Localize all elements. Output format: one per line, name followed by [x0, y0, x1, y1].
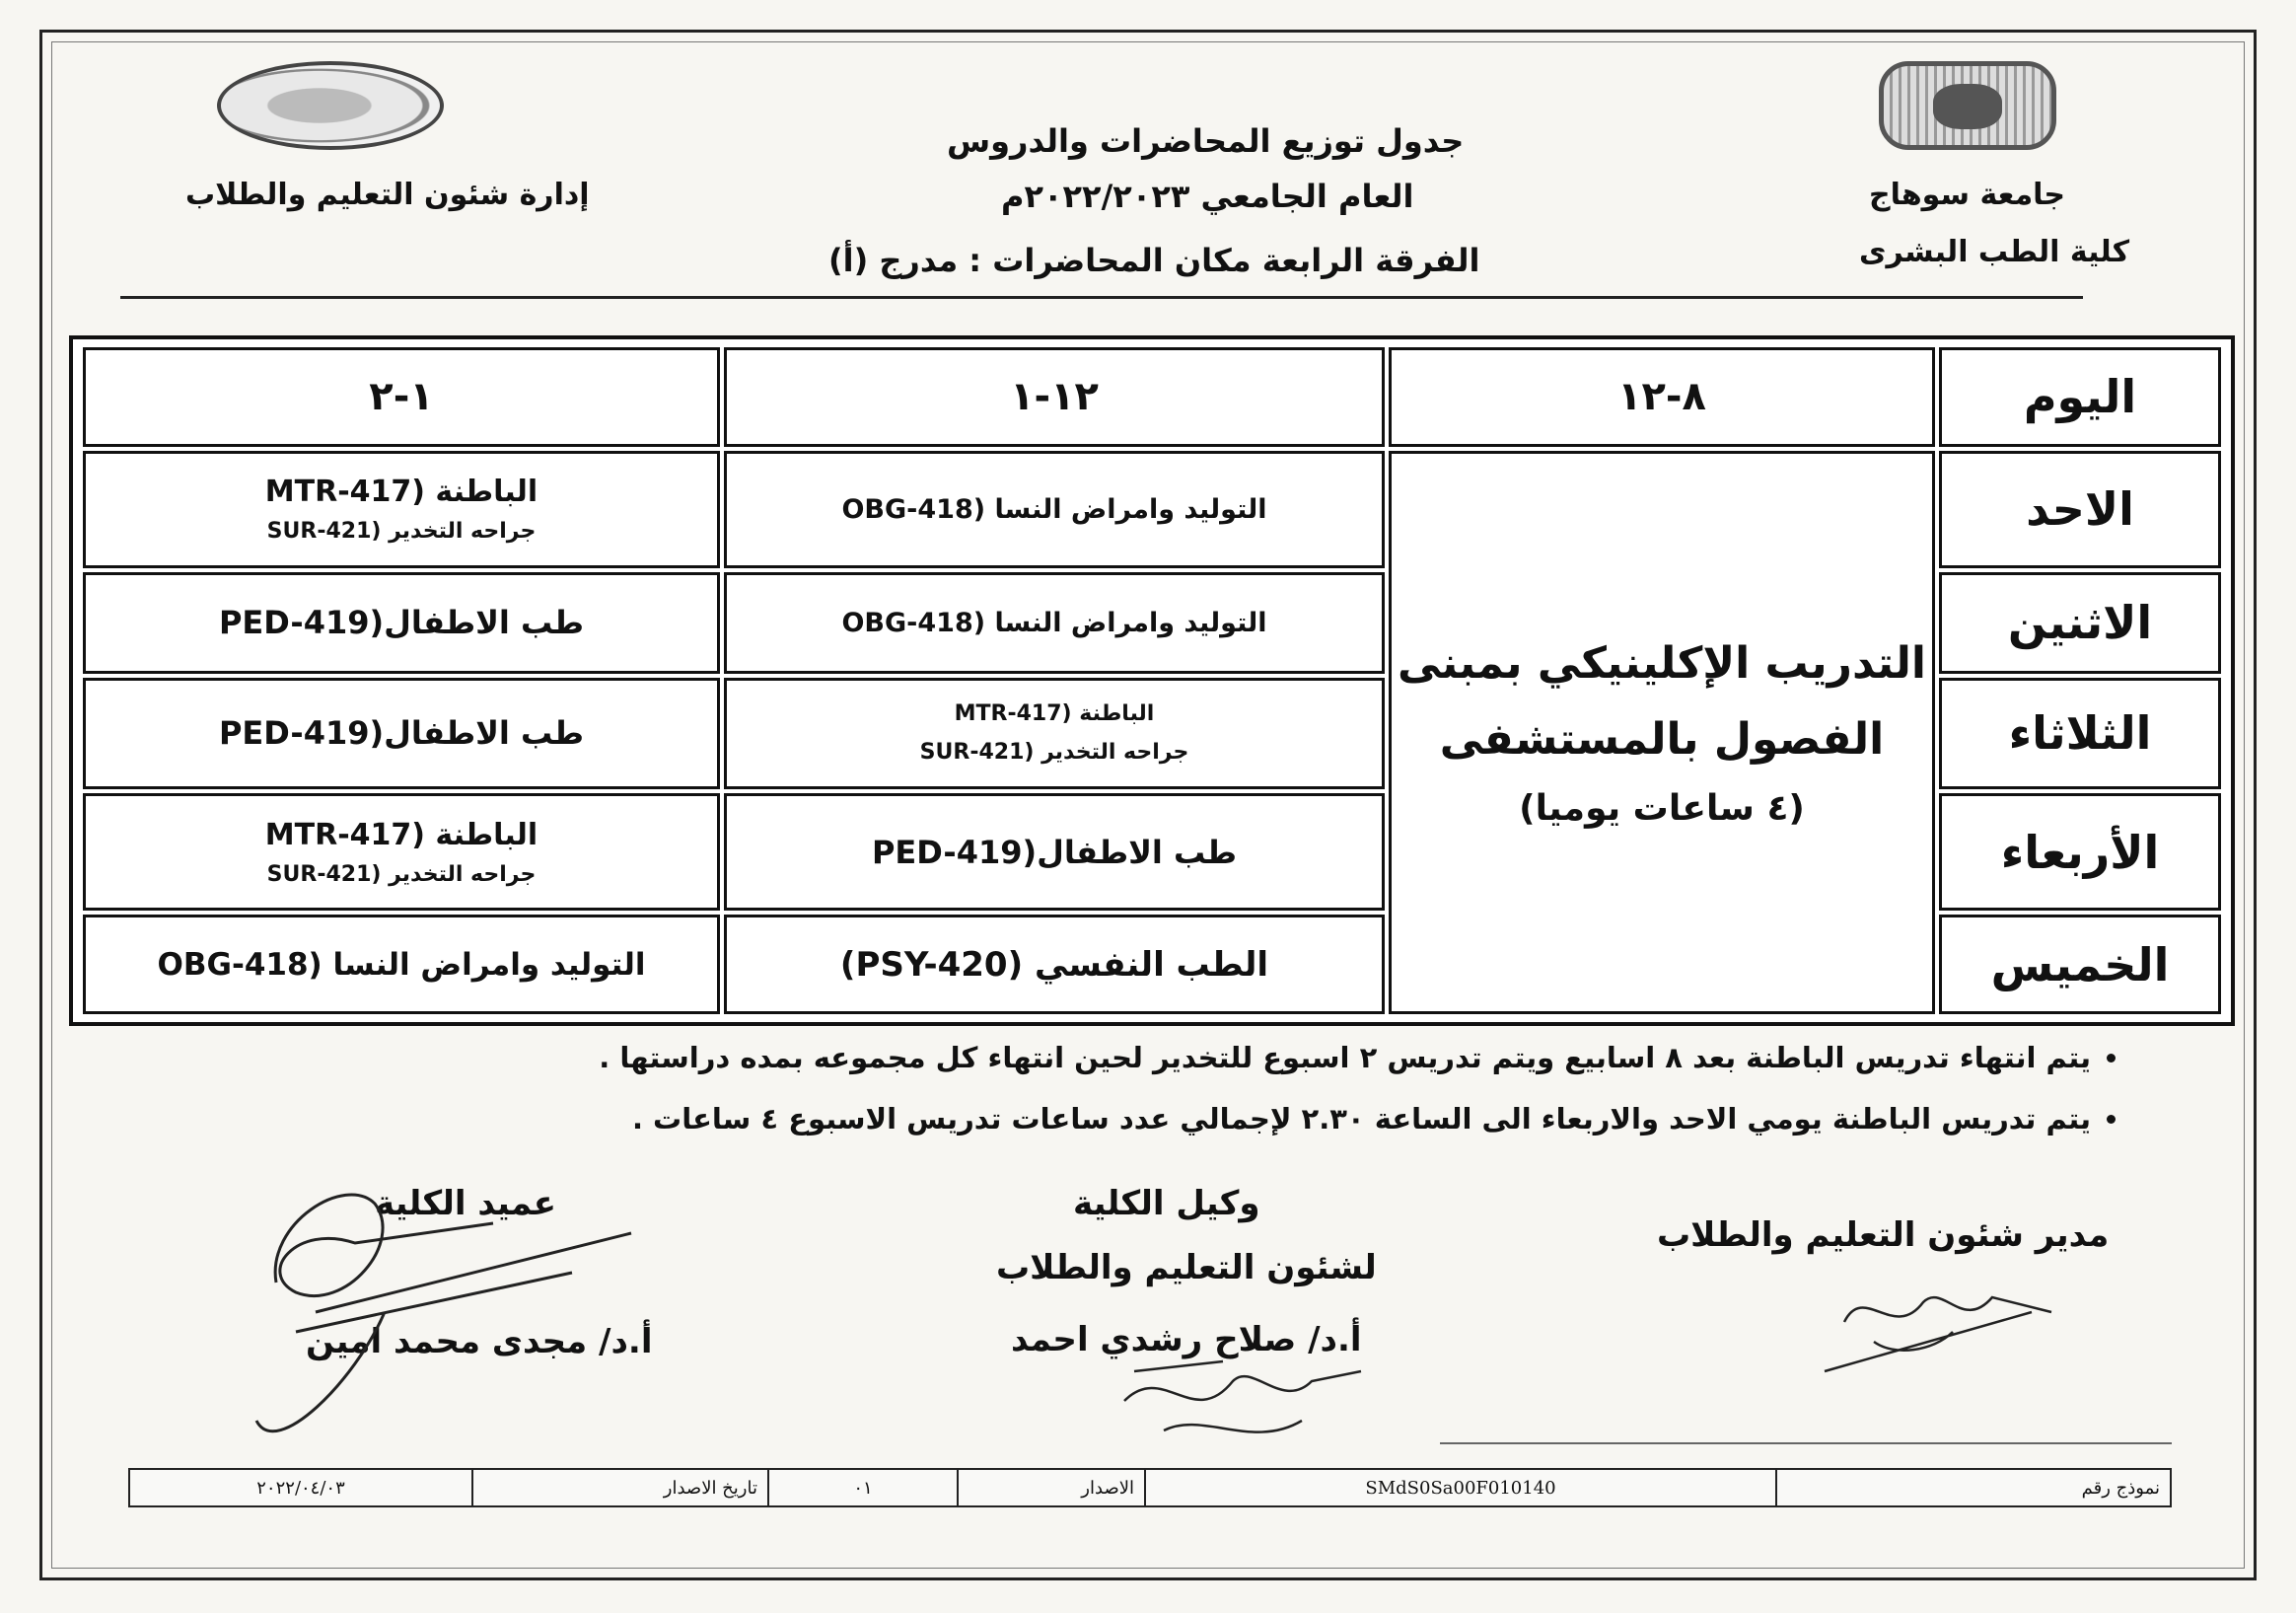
university-logo	[1879, 61, 2056, 150]
cell-wednesday-12-1: طب الاطفال(PED-419	[724, 793, 1385, 911]
university-name: جامعة سوهاج	[1869, 178, 2066, 212]
cell-tuesday-12-1: الباطنة (MTR-417 جراحه التخدير (SUR-421	[724, 678, 1385, 789]
dean-title: عميد الكلية	[375, 1184, 556, 1223]
dean-name: أ.د/ مجدى محمد امين	[306, 1322, 653, 1361]
form-code: SMdS0Sa00F010140	[1144, 1470, 1775, 1505]
department-logo	[217, 61, 444, 150]
edition-label: الاصدار	[957, 1470, 1144, 1505]
day-wednesday: الأربعاء	[1939, 793, 2221, 911]
director-title: مدير شئون التعليم والطلاب	[1657, 1215, 2110, 1255]
day-sunday: الاحد	[1939, 451, 2221, 568]
day-header: اليوم	[1939, 347, 2221, 447]
time-header-12-1: ١٢-١	[724, 347, 1385, 447]
note-1: • يتم انتهاء تدريس الباطنة بعد ٨ اسابيع ويتم تدريس ٢ اسبوع للتخدير لحين انتهاء كل مجموعه بمده دراستها .	[513, 1041, 2091, 1074]
schedule-title: جدول توزيع المحاضرات والدروس	[947, 122, 1465, 160]
clinical-line-2: الفصول بالمستشفى	[1439, 713, 1885, 765]
time-header-8-12: ٨-١٢	[1389, 347, 1935, 447]
cell-sunday-1-2: الباطنة (MTR-417 جراحه التخدير (SUR-421	[83, 451, 720, 568]
vice-dean-title: وكيل الكلية	[1073, 1184, 1260, 1223]
vice-dean-name: أ.د/ صلاح رشدي احمد	[1011, 1320, 1362, 1359]
day-thursday: الخميس	[1939, 915, 2221, 1014]
department-name: إدارة شئون التعليم والطلاب	[185, 178, 590, 212]
form-number-label: نموذج رقم	[1775, 1470, 2170, 1505]
footer-top-line	[1440, 1442, 2172, 1444]
cell-monday-1-2: طب الاطفال(PED-419	[83, 572, 720, 674]
day-tuesday: الثلاثاء	[1939, 678, 2221, 789]
cell-thursday-12-1: الطب النفسي (PSY-420)	[724, 915, 1385, 1014]
day-monday: الاثنين	[1939, 572, 2221, 674]
clinical-line-1: التدريب الإكلينيكي بمبنى	[1398, 637, 1926, 689]
note-2: • يتم تدريس الباطنة يومي الاحد والاربعاء الى الساعة ٢.٣٠ لإجمالي عدد ساعات تدريس الاسبوع ٤ ساعات .	[513, 1102, 2091, 1136]
cell-sunday-12-1: التوليد وامراض النسا (OBG-418	[724, 451, 1385, 568]
cell-thursday-1-2: التوليد وامراض النسا (OBG-418	[83, 915, 720, 1014]
clinical-line-3: (٤ ساعات يوميا)	[1519, 787, 1805, 829]
schedule-notes	[513, 1041, 2130, 1163]
issue-date-value: ٢٠٢٢/٠٤/٠٣	[256, 1477, 345, 1499]
cell-monday-12-1: التوليد وامراض النسا (OBG-418	[724, 572, 1385, 674]
edition-value: ٠١	[767, 1470, 957, 1505]
clinical-training-cell	[1389, 451, 1935, 1014]
class-and-venue: الفرقة الرابعة مكان المحاضرات : مدرج (أ)	[828, 242, 1480, 279]
faculty-name: كلية الطب البشرى	[1859, 235, 2130, 269]
issue-date-label: تاريخ الاصدار	[471, 1470, 767, 1505]
cell-wednesday-1-2: الباطنة (MTR-417 جراحه التخدير (SUR-421	[83, 793, 720, 911]
schedule-table	[69, 335, 2235, 1026]
time-header-1-2: ١-٢	[83, 347, 720, 447]
header-divider	[120, 296, 2083, 299]
academic-year: العام الجامعي ٢٠٢٢/٢٠٢٣م	[1001, 178, 1414, 215]
form-footer	[128, 1468, 2172, 1507]
cell-tuesday-1-2: طب الاطفال(PED-419	[83, 678, 720, 789]
vice-dean-title-2: لشئون التعليم والطلاب	[996, 1248, 1377, 1287]
